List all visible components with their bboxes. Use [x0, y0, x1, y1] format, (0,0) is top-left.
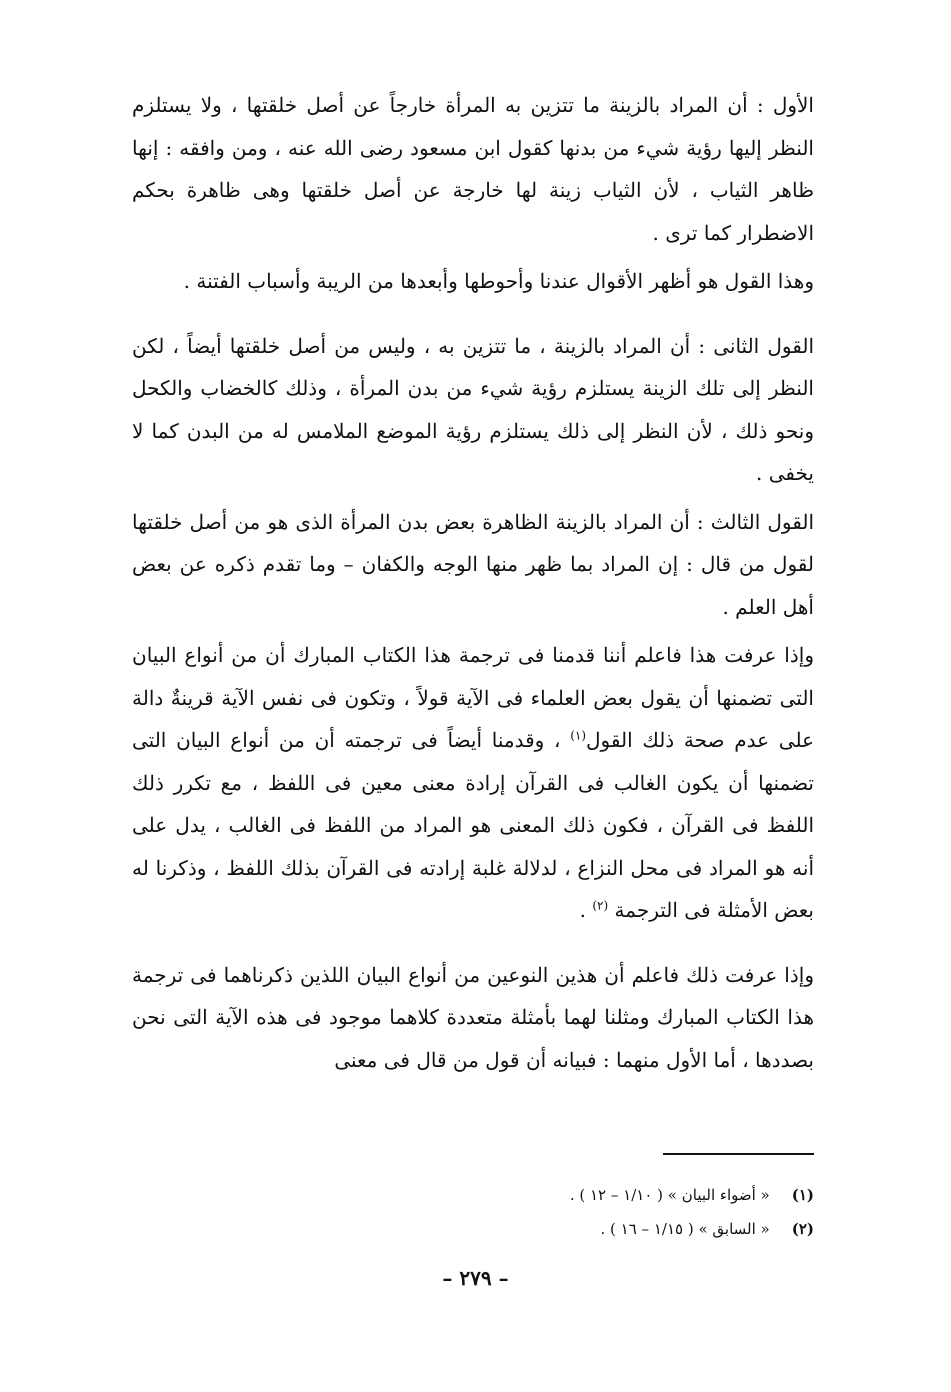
paragraph-application: وإذا عرفت ذلك فاعلم أن هذين النوعين من أنواع البيان اللذين ذكرناهما فى ترجمة هذا الكتاب المبارك ومثلنا لهما بأمثلة متعددة كلاهما موجود فى هذه الآية التى نحن بصددها ، أما الأول منهما : فبيانه أن قول من قال فى معنى: [132, 962, 814, 1072]
paragraph-types-of-explanation: [132, 634, 814, 932]
paragraph-text-part: وإذا عرفت هذا فاعلم أننا قدمنا فى ترجمة هذا الكتاب المبارك أن من أنواع البيان التى تضمنها أن يقول بعض العلماء فى الآية قولاً ، وتكون فى نفس الآية قرينةٌ دالة على عدم صحة ذلك القول: [132, 643, 814, 752]
paragraph-text-part: ، وقدمنا أيضاً فى ترجمته أن من أنواع البيان التى تضمنها أن يكون الغالب فى القرآن إرادة معنى معين فى اللفظ ، مع تكرر ذلك اللفظ فى القرآن ، فكون ذلك المعنى هو المراد من اللفظ فى الغالب ، يدل على أنه هو المراد فى محل النزاع ، لدلالة غلبة إرادته فى القرآن بذلك اللفظ ، وذكرنا له بعض الأمثلة فى الترجمة: [132, 728, 814, 922]
footnote-text: « أضواء البيان » ( ١/١٠ – ١٢ ) .: [569, 1186, 770, 1204]
paragraph-text-part: .: [579, 898, 593, 922]
page-body: [132, 84, 814, 1081]
footnote-1: [132, 1178, 814, 1212]
page-number: – ٢٧٩ –: [442, 1266, 509, 1290]
footnote-number: (١): [791, 1186, 814, 1204]
footnote-number: (٢): [791, 1220, 814, 1238]
paragraph-preferred-opinion: وهذا القول هو أظهر الأقوال عندنا وأحوطها وأبعدها من الريبة وأسباب الفتنة .: [183, 269, 814, 293]
footnotes: [132, 1178, 814, 1246]
footnote-text: « السابق » ( ١/١٥ – ١٦ ) .: [600, 1220, 770, 1238]
footnote-divider: [663, 1153, 814, 1155]
footnote-reference-2[interactable]: (٢): [592, 898, 609, 913]
paragraph-third-opinion: القول الثالث : أن المراد بالزينة الظاهرة بعض بدن المرأة الذى هو من أصل خلقتها لقول من قال : إن المراد بما ظهر منها الوجه والكفان – وما تقدم ذكره عن بعض أهل العلم .: [132, 509, 814, 619]
footnote-2: [132, 1212, 814, 1246]
paragraph-first-opinion: الأول : أن المراد بالزينة ما تتزين به المرأة خارجاً عن أصل خلقتها ، ولا يستلزم النظر إليها رؤية شيء من بدنها كقول ابن مسعود رضى الله عنه ، ومن وافقه : إنها ظاهر الثياب ، لأن الثياب زينة لها خارجة عن أصل خلقتها وهى ظاهرة بحكم الاضطرار كما ترى .: [132, 93, 814, 245]
paragraph-second-opinion: القول الثانى : أن المراد بالزينة ، ما تتزين به ، وليس من أصل خلقتها أيضاً ، لكن النظر إلى تلك الزينة يستلزم رؤية شيء من بدن المرأة ، وذلك كالخضاب والكحل ونحو ذلك ، لأن النظر إلى ذلك يستلزم رؤية الموضع الملامس له من البدن كما لا يخفى .: [132, 333, 814, 485]
footnote-reference-1[interactable]: (١): [570, 728, 587, 743]
